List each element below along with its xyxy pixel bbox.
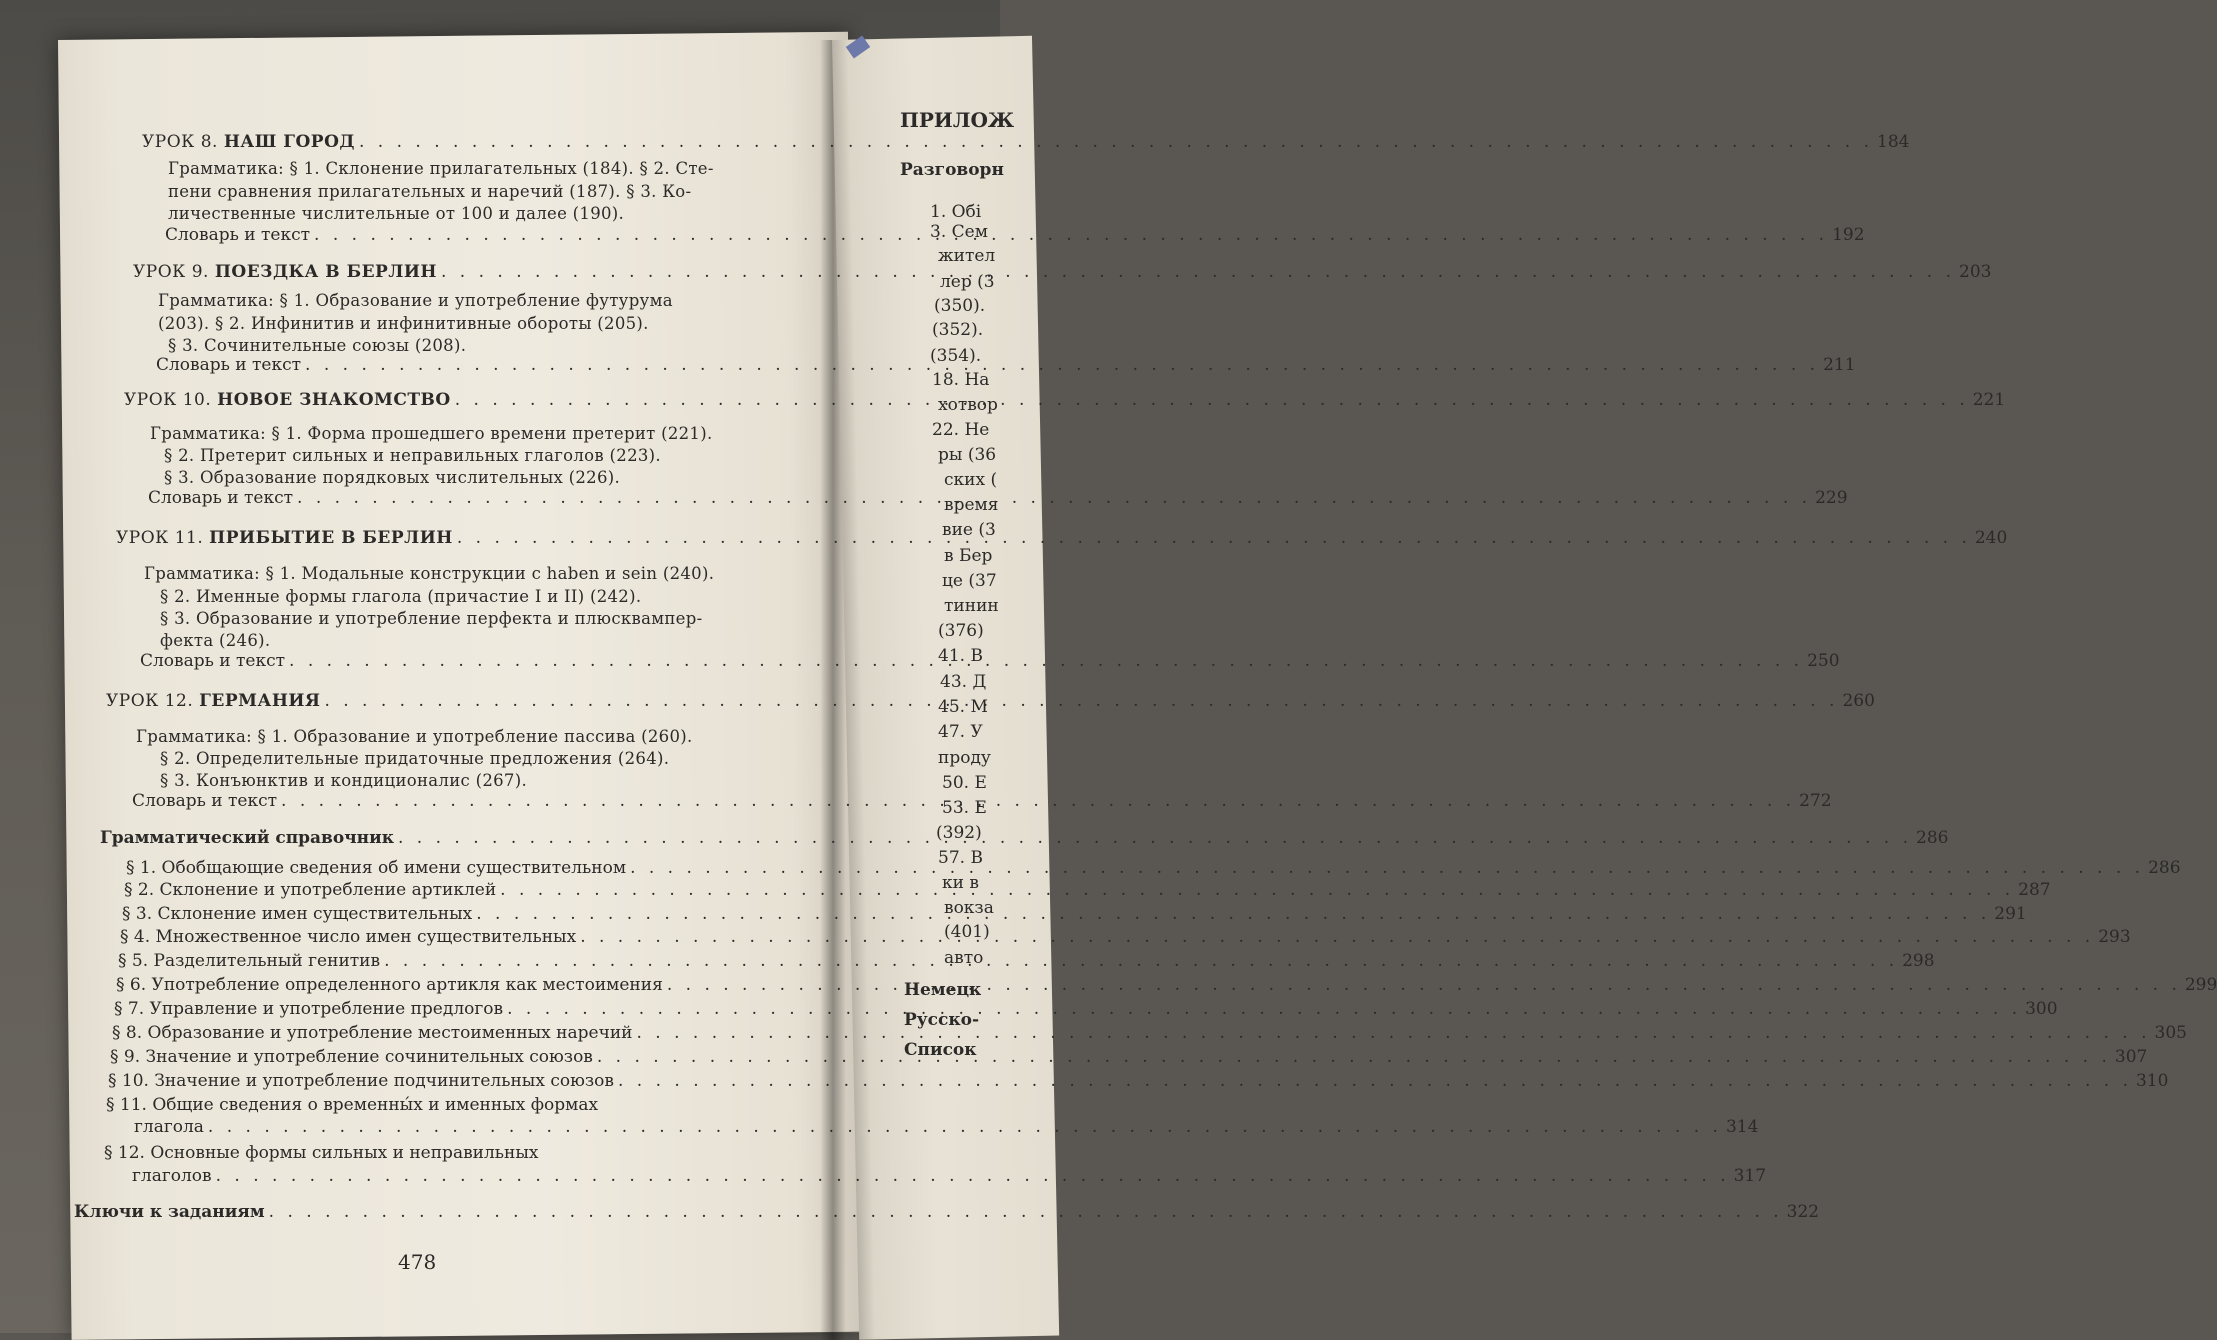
page-number: 192: [1832, 225, 1865, 245]
grammar-line: фекта (246).: [160, 631, 271, 650]
right-page-line: хотвор: [938, 395, 998, 415]
leader-dots: [580, 927, 2094, 947]
right-page-line: це (37: [942, 571, 997, 591]
right-page-line: Разговорн: [900, 160, 1004, 180]
ref-label: § 4. Множественное число имен существительных: [120, 927, 577, 947]
right-page-line: (350).: [934, 296, 986, 316]
leader-dots: [507, 999, 2021, 1019]
leader-dots: [500, 880, 2014, 900]
grammar-line: Грамматика: § 1. Форма прошедшего времени претерит (221).: [150, 424, 713, 443]
leader-dots: [457, 528, 1971, 548]
vocab-label: Словарь и текст: [140, 651, 286, 671]
right-page-line: 41. В: [938, 646, 983, 666]
ref-label: § 2. Склонение и употребление артиклей: [124, 880, 497, 900]
vocab-label: Словарь и текст: [156, 355, 302, 375]
page-number: 317: [1733, 1166, 1767, 1186]
right-page-line: 18. На: [932, 370, 990, 390]
ref-label: § 1. Обобщающие сведения об имени существительном: [126, 858, 627, 878]
page-number: 298: [1902, 951, 1935, 971]
lesson-prefix: УРОК 12.: [106, 691, 194, 711]
leader-dots: [597, 1047, 2111, 1067]
leader-dots: [359, 132, 1873, 152]
right-page-line: (392): [936, 823, 982, 843]
right-page-line: вокза: [944, 898, 994, 918]
leader-dots: [630, 858, 2144, 878]
page-number: 310: [2135, 1071, 2169, 1091]
ref-label: § 9. Значение и употребление сочинительных союзов: [110, 1047, 593, 1067]
right-page-line: 22. Не: [932, 420, 990, 440]
lesson-title: НАШ ГОРОД: [223, 132, 355, 152]
right-page-line: ских (: [944, 470, 998, 490]
lesson-title: НОВОЕ ЗНАКОМСТВО: [217, 390, 451, 410]
leader-dots: [216, 1166, 1730, 1186]
page-number: 203: [1959, 262, 1992, 282]
leader-dots: [208, 1117, 1722, 1137]
vocab-label: Словарь и текст: [165, 225, 311, 245]
page-number: 314: [1725, 1117, 1759, 1137]
ref-label: § 6. Употребление определенного артикля как местоимения: [116, 975, 663, 995]
page-number: 240: [1974, 528, 2008, 548]
grammar-line: Грамматика: § 1. Образование и употребление пассива (260).: [136, 727, 693, 746]
right-page-line: жител: [938, 246, 996, 266]
right-page-line: Немецк: [904, 980, 982, 1000]
page-number: 211: [1823, 355, 1856, 375]
page-number: 307: [2114, 1047, 2148, 1067]
right-page-line: ки в: [942, 873, 979, 893]
grammar-line: личественные числительные от 100 и далее (190).: [168, 204, 625, 223]
toc-ref-item: [112, 1023, 2187, 1043]
leader-dots: [398, 828, 1912, 848]
page-number: 229: [1815, 488, 1848, 508]
leader-dots: [636, 1023, 2150, 1043]
leader-dots: [384, 951, 1898, 971]
grammar-line: Грамматика: § 1. Образование и употребление футурума: [158, 291, 673, 310]
toc-ref-item: [114, 999, 2058, 1019]
ref-label: § 10. Значение и употребление подчинительных союзов: [108, 1071, 614, 1091]
vocab-label: Словарь и текст: [148, 488, 294, 508]
leader-dots: [476, 904, 1990, 924]
leader-dots: [324, 691, 1838, 711]
section-title: Ключи к заданиям: [74, 1202, 265, 1222]
right-page-line: 43. Д: [940, 672, 987, 692]
right-page-line: вие (3: [942, 520, 996, 540]
page-number: 260: [1842, 691, 1875, 711]
grammar-line: § 3. Конъюнктив и кондиционалис (267).: [160, 771, 528, 790]
grammar-line: § 2. Определительные придаточные предложения (264).: [160, 749, 670, 768]
right-page-line: (352).: [932, 320, 984, 340]
toc-ref-item: [108, 1071, 2169, 1091]
grammar-line: пени сравнения прилагательных и наречий (187). § 3. Ко-: [168, 182, 692, 201]
leader-dots: [618, 1071, 2132, 1091]
right-page-line: (376): [938, 621, 984, 641]
grammar-line: § 2. Претерит сильных и неправильных глаголов (223).: [164, 446, 661, 465]
right-page-line: 53. Е: [942, 798, 987, 818]
right-page-line: Список: [904, 1040, 977, 1060]
right-page-line: 45. М: [938, 697, 988, 717]
folio-page-number: 478: [398, 1250, 437, 1274]
lesson-title: ГЕРМАНИЯ: [199, 691, 321, 711]
section-title: Грамматический справочник: [100, 828, 394, 848]
lesson-title: ПРИБЫТИЕ В БЕРЛИН: [209, 528, 453, 548]
lesson-prefix: УРОК 11.: [116, 528, 204, 548]
page-number: 299: [2184, 975, 2217, 995]
right-page-line: 47. У: [938, 722, 983, 742]
right-page-line: тинин: [944, 596, 999, 616]
lesson-prefix: УРОК 10.: [124, 390, 212, 410]
ref-label: глаголов: [132, 1166, 212, 1186]
lesson-prefix: УРОК 9.: [133, 262, 209, 282]
leader-dots: [297, 488, 1811, 508]
toc-ref-item-12-line1: § 12. Основные формы сильных и неправильных: [104, 1143, 539, 1163]
right-page-line: Русско-: [904, 1010, 980, 1030]
page-number: 287: [2018, 880, 2051, 900]
right-page-line: ры (36: [938, 445, 997, 465]
right-page-line: 57. В: [938, 848, 983, 868]
right-page-line: авто: [944, 948, 984, 968]
grammar-line: § 2. Именные формы глагола (причастие I и II) (242).: [160, 587, 642, 606]
grammar-line: § 3. Образование порядковых числительных (226).: [164, 468, 621, 487]
right-page-line: (401): [944, 922, 990, 942]
ref-label: § 3. Склонение имен существительных: [122, 904, 473, 924]
page-number: 250: [1807, 651, 1840, 671]
page-number: 272: [1799, 791, 1832, 811]
leader-dots: [289, 651, 1803, 671]
leader-dots: [281, 791, 1795, 811]
right-page-line: проду: [938, 748, 991, 768]
lesson-prefix: УРОК 8.: [142, 132, 218, 152]
grammar-line: Грамматика: § 1. Склонение прилагательных (184). § 2. Сте-: [168, 159, 714, 178]
toc-lesson-8: [142, 132, 1910, 152]
grammar-line: (203). § 2. Инфинитив и инфинитивные обороты (205).: [158, 314, 649, 333]
toc-ref-item-11: [134, 1117, 1759, 1137]
page-number: 305: [2154, 1023, 2187, 1043]
leader-dots: [305, 355, 1819, 375]
grammar-line: § 3. Сочинительные союзы (208).: [168, 336, 467, 355]
page-number: 322: [1786, 1202, 1820, 1222]
right-page-line: время: [944, 495, 999, 515]
page-number: 286: [2148, 858, 2181, 878]
ref-label: глагола: [134, 1117, 204, 1137]
ref-label: § 5. Разделительный генитив: [118, 951, 381, 971]
page-number: 221: [1972, 390, 2006, 410]
right-page-line: 3. Сем: [930, 222, 988, 242]
right-page-line: ПРИЛОЖ: [900, 108, 1015, 132]
grammar-line: Грамматика: § 1. Модальные конструкции с haben и sein (240).: [144, 564, 715, 583]
leader-dots: [441, 262, 1955, 282]
leader-dots: [314, 225, 1828, 245]
vocab-label: Словарь и текст: [132, 791, 278, 811]
page-number: 286: [1916, 828, 1949, 848]
page-number: 184: [1877, 132, 1910, 152]
toc-keys: [74, 1202, 1820, 1222]
toc-ref-item-11-line1: § 11. Общие сведения о временны́х и именных формах: [106, 1095, 599, 1115]
page-number: 293: [2098, 927, 2131, 947]
grammar-line: § 3. Образование и употребление перфекта и плюсквампер-: [160, 609, 703, 628]
page-number: 291: [1994, 904, 2027, 924]
right-page-line: лер (3: [940, 272, 995, 292]
leader-dots: [455, 390, 1969, 410]
ref-label: § 8. Образование и употребление местоименных наречий: [112, 1023, 633, 1043]
right-page-line: в Бер: [944, 546, 993, 566]
ref-label: § 7. Управление и употребление предлогов: [114, 999, 504, 1019]
toc-ref-item-12: [132, 1166, 1767, 1186]
leader-dots: [667, 975, 2181, 995]
page-number: 300: [2025, 999, 2058, 1019]
leader-dots: [269, 1202, 1783, 1222]
right-page-line: 50. Е: [942, 773, 987, 793]
right-page-line: (354).: [930, 346, 982, 366]
lesson-title: ПОЕЗДКА В БЕРЛИН: [214, 262, 437, 282]
right-page-line: 1. Обі: [930, 202, 982, 222]
